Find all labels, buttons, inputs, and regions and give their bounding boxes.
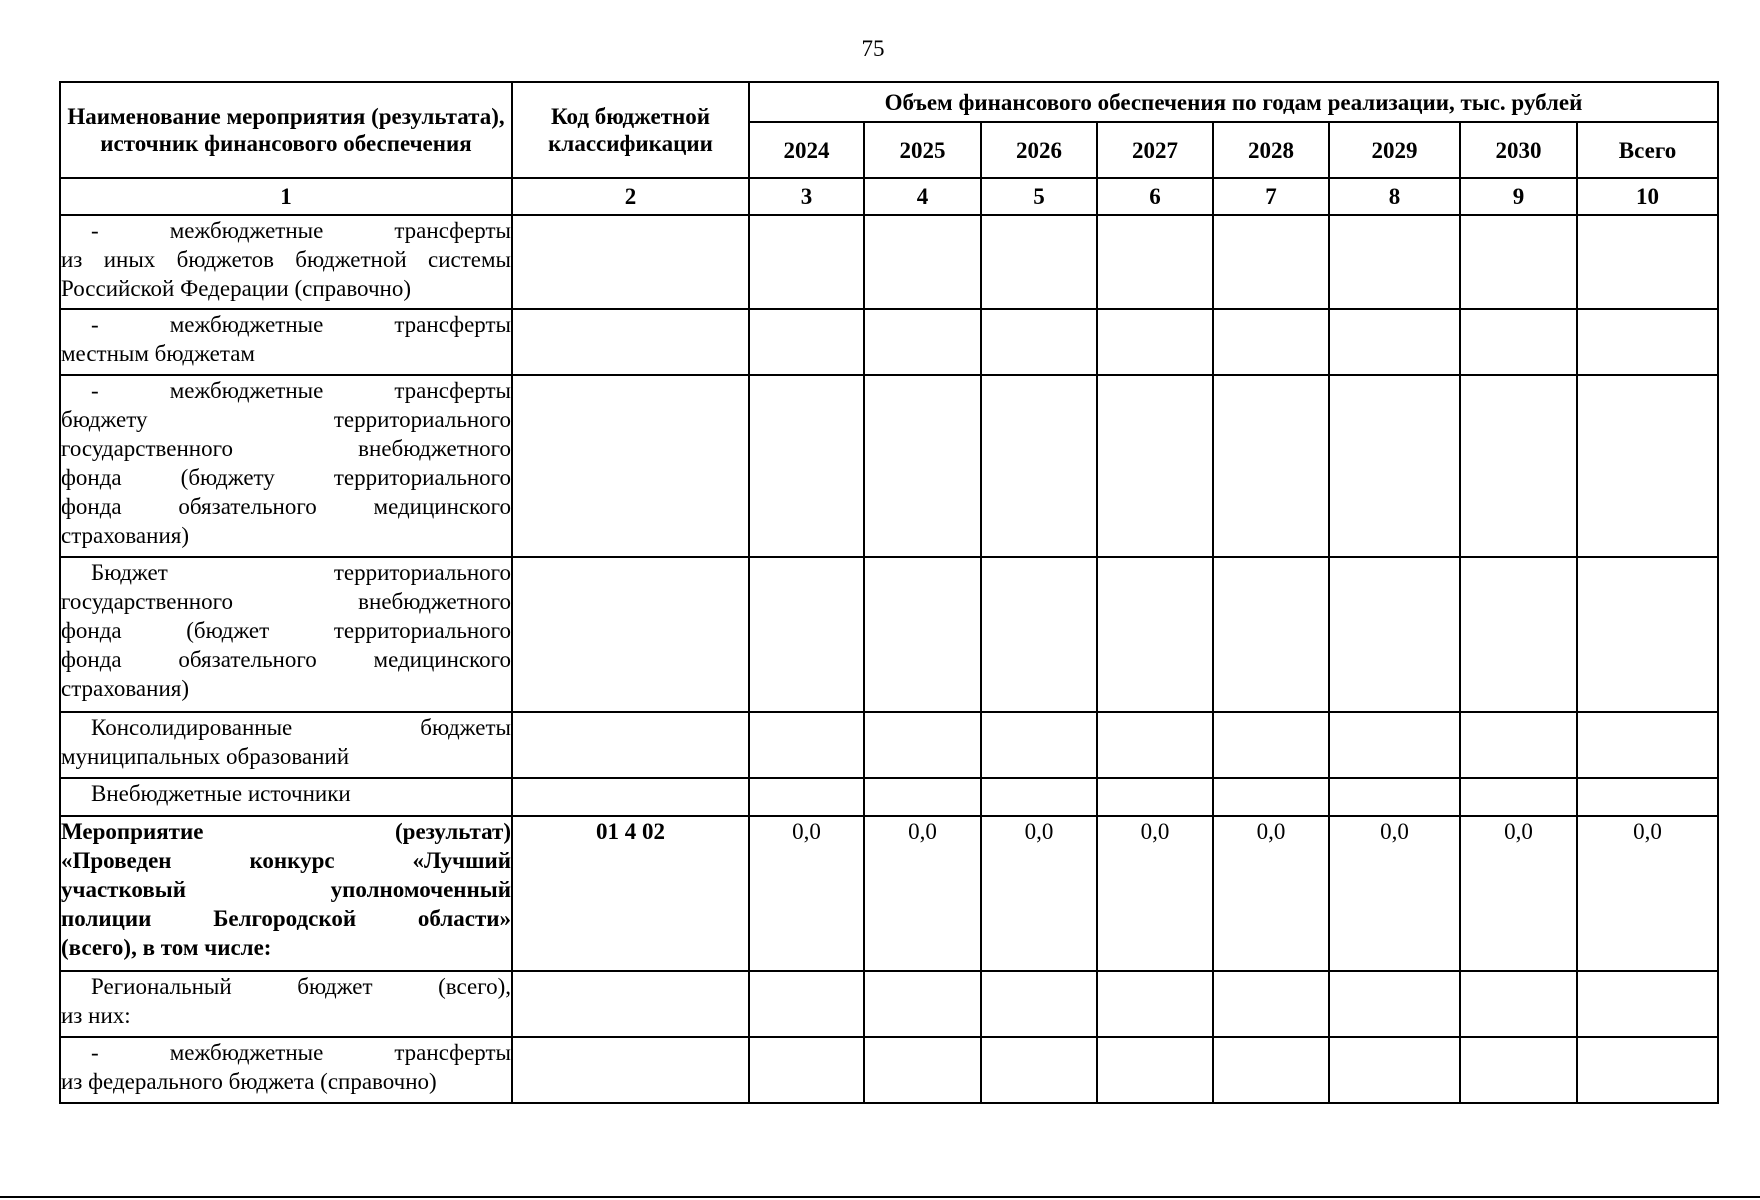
row-name xyxy=(60,215,512,309)
row-value xyxy=(1097,778,1213,816)
row-name xyxy=(60,1037,512,1103)
row-value xyxy=(1460,215,1577,309)
row-value xyxy=(749,309,864,375)
row-name-line: Внебюджетные источники xyxy=(91,781,351,806)
row-budget-code xyxy=(512,712,749,778)
row-value xyxy=(1097,1037,1213,1103)
column-number: 3 xyxy=(749,178,864,215)
row-value xyxy=(1460,375,1577,557)
row-value xyxy=(1329,712,1460,778)
row-value xyxy=(1577,375,1718,557)
row-budget-code xyxy=(512,215,749,309)
row-name xyxy=(60,309,512,375)
row-value xyxy=(1577,712,1718,778)
table-row xyxy=(60,1037,1718,1103)
row-name-line: местным бюджетам xyxy=(61,341,255,366)
row-name xyxy=(60,971,512,1037)
row-name-line: (всего), в том числе: xyxy=(61,935,272,960)
row-value xyxy=(749,215,864,309)
row-value xyxy=(1577,1037,1718,1103)
row-value xyxy=(864,1037,981,1103)
row-value xyxy=(1329,375,1460,557)
column-number: 10 xyxy=(1577,178,1718,215)
row-value xyxy=(1097,712,1213,778)
row-name-line: - межбюджетные трансферты xyxy=(91,218,511,243)
row-budget-code xyxy=(512,971,749,1037)
row-name xyxy=(60,816,512,971)
row-value xyxy=(864,971,981,1037)
row-value: 0,0 xyxy=(749,816,864,971)
row-name-line: Бюджет территориального xyxy=(91,560,511,585)
column-number: 6 xyxy=(1097,178,1213,215)
row-value xyxy=(1213,778,1329,816)
header-year-2029: 2029 xyxy=(1329,122,1460,178)
table-row xyxy=(60,778,1718,816)
column-number: 1 xyxy=(60,178,512,215)
row-value xyxy=(981,712,1097,778)
row-value xyxy=(1577,557,1718,712)
row-value xyxy=(981,309,1097,375)
row-name-line: Региональный бюджет (всего), xyxy=(91,974,511,999)
row-value xyxy=(864,712,981,778)
row-value xyxy=(1097,557,1213,712)
header-volume: Объем финансового обеспечения по годам реализации, тыс. рублей xyxy=(749,82,1718,122)
row-value xyxy=(1329,971,1460,1037)
row-name-line: государственного внебюджетного xyxy=(61,436,511,461)
row-name xyxy=(60,778,512,816)
row-budget-code: 01 4 02 xyxy=(512,816,749,971)
row-name-line: страхования) xyxy=(61,676,189,701)
column-number: 9 xyxy=(1460,178,1577,215)
row-value xyxy=(981,1037,1097,1103)
column-number: 4 xyxy=(864,178,981,215)
row-value xyxy=(864,215,981,309)
row-name-line: - межбюджетные трансферты xyxy=(91,1040,511,1065)
row-value xyxy=(1213,712,1329,778)
bottom-rule xyxy=(0,1196,1760,1198)
row-name-line: Российской Федерации (справочно) xyxy=(61,276,411,301)
page-number: 75 xyxy=(861,36,885,61)
row-name xyxy=(60,712,512,778)
table-row xyxy=(60,712,1718,778)
row-value xyxy=(1213,971,1329,1037)
row-value xyxy=(1097,375,1213,557)
row-value xyxy=(749,778,864,816)
header-total: Всего xyxy=(1577,122,1718,178)
row-value xyxy=(1213,309,1329,375)
column-number: 8 xyxy=(1329,178,1460,215)
row-value xyxy=(981,557,1097,712)
row-name-line: из иных бюджетов бюджетной системы xyxy=(61,247,511,272)
row-value xyxy=(749,971,864,1037)
row-value xyxy=(1329,778,1460,816)
row-value xyxy=(981,375,1097,557)
row-value xyxy=(1329,309,1460,375)
header-year-2026: 2026 xyxy=(981,122,1097,178)
row-value xyxy=(1213,1037,1329,1103)
table-row xyxy=(60,215,1718,309)
row-name-line: - межбюджетные трансферты xyxy=(91,312,511,337)
header-year-2027: 2027 xyxy=(1097,122,1213,178)
header-code: Код бюджетной классификации xyxy=(512,82,749,178)
row-value xyxy=(1329,1037,1460,1103)
row-value xyxy=(864,557,981,712)
column-number: 2 xyxy=(512,178,749,215)
row-budget-code xyxy=(512,778,749,816)
row-value xyxy=(864,375,981,557)
row-value xyxy=(864,778,981,816)
row-value xyxy=(981,778,1097,816)
table-row xyxy=(60,971,1718,1037)
row-value xyxy=(1097,309,1213,375)
row-name-line: из них: xyxy=(61,1003,131,1028)
table-body xyxy=(60,215,1718,1103)
row-budget-code xyxy=(512,1037,749,1103)
column-number: 7 xyxy=(1213,178,1329,215)
row-value xyxy=(1329,557,1460,712)
row-value xyxy=(749,375,864,557)
row-value xyxy=(1577,309,1718,375)
row-value: 0,0 xyxy=(1460,816,1577,971)
row-value xyxy=(1097,215,1213,309)
row-name-line: Мероприятие (результат) xyxy=(61,819,511,844)
row-name-line: фонда обязательного медицинского xyxy=(61,647,511,672)
table-row xyxy=(60,375,1718,557)
row-value xyxy=(864,309,981,375)
header-row-numbers xyxy=(60,178,1718,215)
row-value xyxy=(1460,971,1577,1037)
header-year-2025: 2025 xyxy=(864,122,981,178)
column-number: 5 xyxy=(981,178,1097,215)
row-budget-code xyxy=(512,309,749,375)
row-name-line: - межбюджетные трансферты xyxy=(91,378,511,403)
row-value: 0,0 xyxy=(864,816,981,971)
header-row-top xyxy=(60,82,1718,122)
row-value: 0,0 xyxy=(1097,816,1213,971)
row-value xyxy=(1329,215,1460,309)
row-value xyxy=(981,971,1097,1037)
row-value xyxy=(1460,557,1577,712)
header-year-2030: 2030 xyxy=(1460,122,1577,178)
row-value xyxy=(749,557,864,712)
row-value xyxy=(1577,971,1718,1037)
row-value xyxy=(1460,778,1577,816)
row-value xyxy=(1213,215,1329,309)
row-name-line: участковый уполномоченный xyxy=(61,877,511,902)
table-row xyxy=(60,309,1718,375)
row-name-line: бюджету территориального xyxy=(61,407,511,432)
row-value xyxy=(749,1037,864,1103)
header-year-2024: 2024 xyxy=(749,122,864,178)
row-budget-code xyxy=(512,375,749,557)
row-value: 0,0 xyxy=(981,816,1097,971)
row-name-line: из федерального бюджета (справочно) xyxy=(61,1069,437,1094)
row-name-line: фонда (бюджет территориального xyxy=(61,618,511,643)
table-row xyxy=(60,816,1718,971)
row-name-line: полиции Белгородской области» xyxy=(61,906,511,931)
header-year-2028: 2028 xyxy=(1213,122,1329,178)
row-name-line: фонда (бюджету территориального xyxy=(61,465,511,490)
header-name: Наименование мероприятия (результата), источник финансового обеспечения xyxy=(60,82,512,178)
row-value xyxy=(1097,971,1213,1037)
row-value xyxy=(1460,1037,1577,1103)
row-value: 0,0 xyxy=(1577,816,1718,971)
row-value xyxy=(749,712,864,778)
row-name-line: Консолидированные бюджеты xyxy=(91,715,511,740)
row-name xyxy=(60,375,512,557)
row-budget-code xyxy=(512,557,749,712)
row-value xyxy=(1577,215,1718,309)
row-name-line: муниципальных образований xyxy=(61,744,350,769)
table-row xyxy=(60,557,1718,712)
row-value xyxy=(1213,557,1329,712)
row-name-line: «Проведен конкурс «Лучший xyxy=(61,848,511,873)
row-name xyxy=(60,557,512,712)
row-name-line: государственного внебюджетного xyxy=(61,589,511,614)
row-name-line: фонда обязательного медицинского xyxy=(61,494,511,519)
row-value: 0,0 xyxy=(1329,816,1460,971)
row-value xyxy=(1213,375,1329,557)
row-value xyxy=(1577,778,1718,816)
row-value xyxy=(1460,309,1577,375)
row-value: 0,0 xyxy=(1213,816,1329,971)
financing-table xyxy=(59,81,1719,1104)
row-value xyxy=(981,215,1097,309)
row-name-line: страхования) xyxy=(61,523,189,548)
row-value xyxy=(1460,712,1577,778)
